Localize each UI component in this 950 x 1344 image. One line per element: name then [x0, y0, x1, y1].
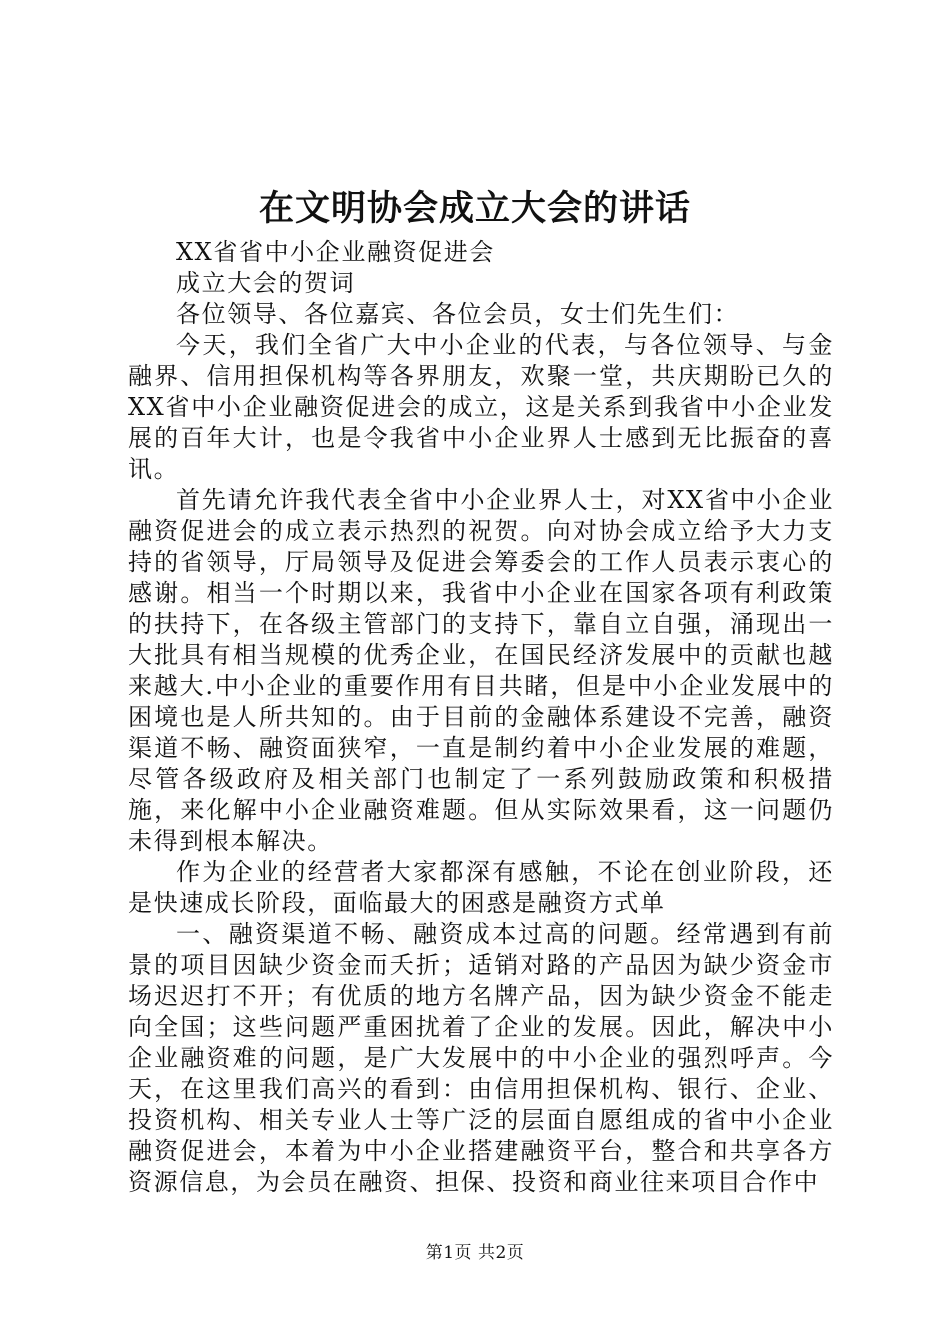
paragraph-experience: 作为企业的经营者大家都深有感触，不论在创业阶段，还是快速成长阶段，面临最大的困惑是融资方式单 — [128, 858, 834, 917]
paragraph-opening: 今天，我们全省广大中小企业的代表，与各位领导、与金融界、信用担保机构等各界朋友，欢聚一堂，共庆期盼已久的XX省中小企业融资促进会的成立，这是关系到我省中小企业发展的百年大计，也是令我省中小企业界人士感到无比振奋的喜讯。 — [128, 331, 834, 483]
document-title: 在文明协会成立大会的讲话 — [258, 188, 691, 229]
paragraph-congratulations: 首先请允许我代表全省中小企业界人士，对XX省中小企业融资促进会的成立表示热烈的祝贺。向对协会成立给予大力支持的省领导，厅局领导及促进会筹委会的工作人员表示衷心的感谢。相当一个时期以来，我省中小企业在国家各项有利政策的扶持下，在各级主管部门的支持下，靠自立自强，涌现出一大批具有相当规模的优秀企业，在国民经济发展中的贡献也越来越大.中小企业的重要作用有目共睹，但是中小企业发展中的困境也是人所共知的。由于目前的金融体系建设不完善，融资渠道不畅、融资面狭窄，一直是制约着中小企业发展的难题，尽管各级政府及相关部门也制定了一系列鼓励政策和积极措施，来化解中小企业融资难题。但从实际效果看，这一问题仍未得到根本解决。 — [128, 486, 834, 855]
paragraph-salutation: 各位领导、各位嘉宾、各位会员，女士们先生们： — [176, 300, 740, 328]
page-footer: 第1页 共2页 — [425, 1243, 525, 1263]
document-body — [128, 237, 834, 1198]
paragraph-subtitle: 成立大会的贺词 — [176, 269, 356, 297]
paragraph-organization: XX省省中小企业融资促进会 — [176, 238, 495, 266]
paragraph-section-one: 一、融资渠道不畅、融资成本过高的问题。经常遇到有前景的项目因缺少资金而夭折；适销对路的产品因为缺少资金市场迟迟打不开；有优质的地方名牌产品，因为缺少资金不能走向全国；这些问题严重困扰着了企业的发展。因此，解决中小企业融资难的问题，是广大发展中的中小企业的强烈呼声。今天，在这里我们高兴的看到：由信用担保机构、银行、企业、投资机构、相关专业人士等广泛的层面自愿组成的省中小企业融资促进会，本着为中小企业搭建融资平台，整合和共享各方资源信息，为会员在融资、担保、投资和商业往来项目合作中 — [128, 920, 834, 1196]
